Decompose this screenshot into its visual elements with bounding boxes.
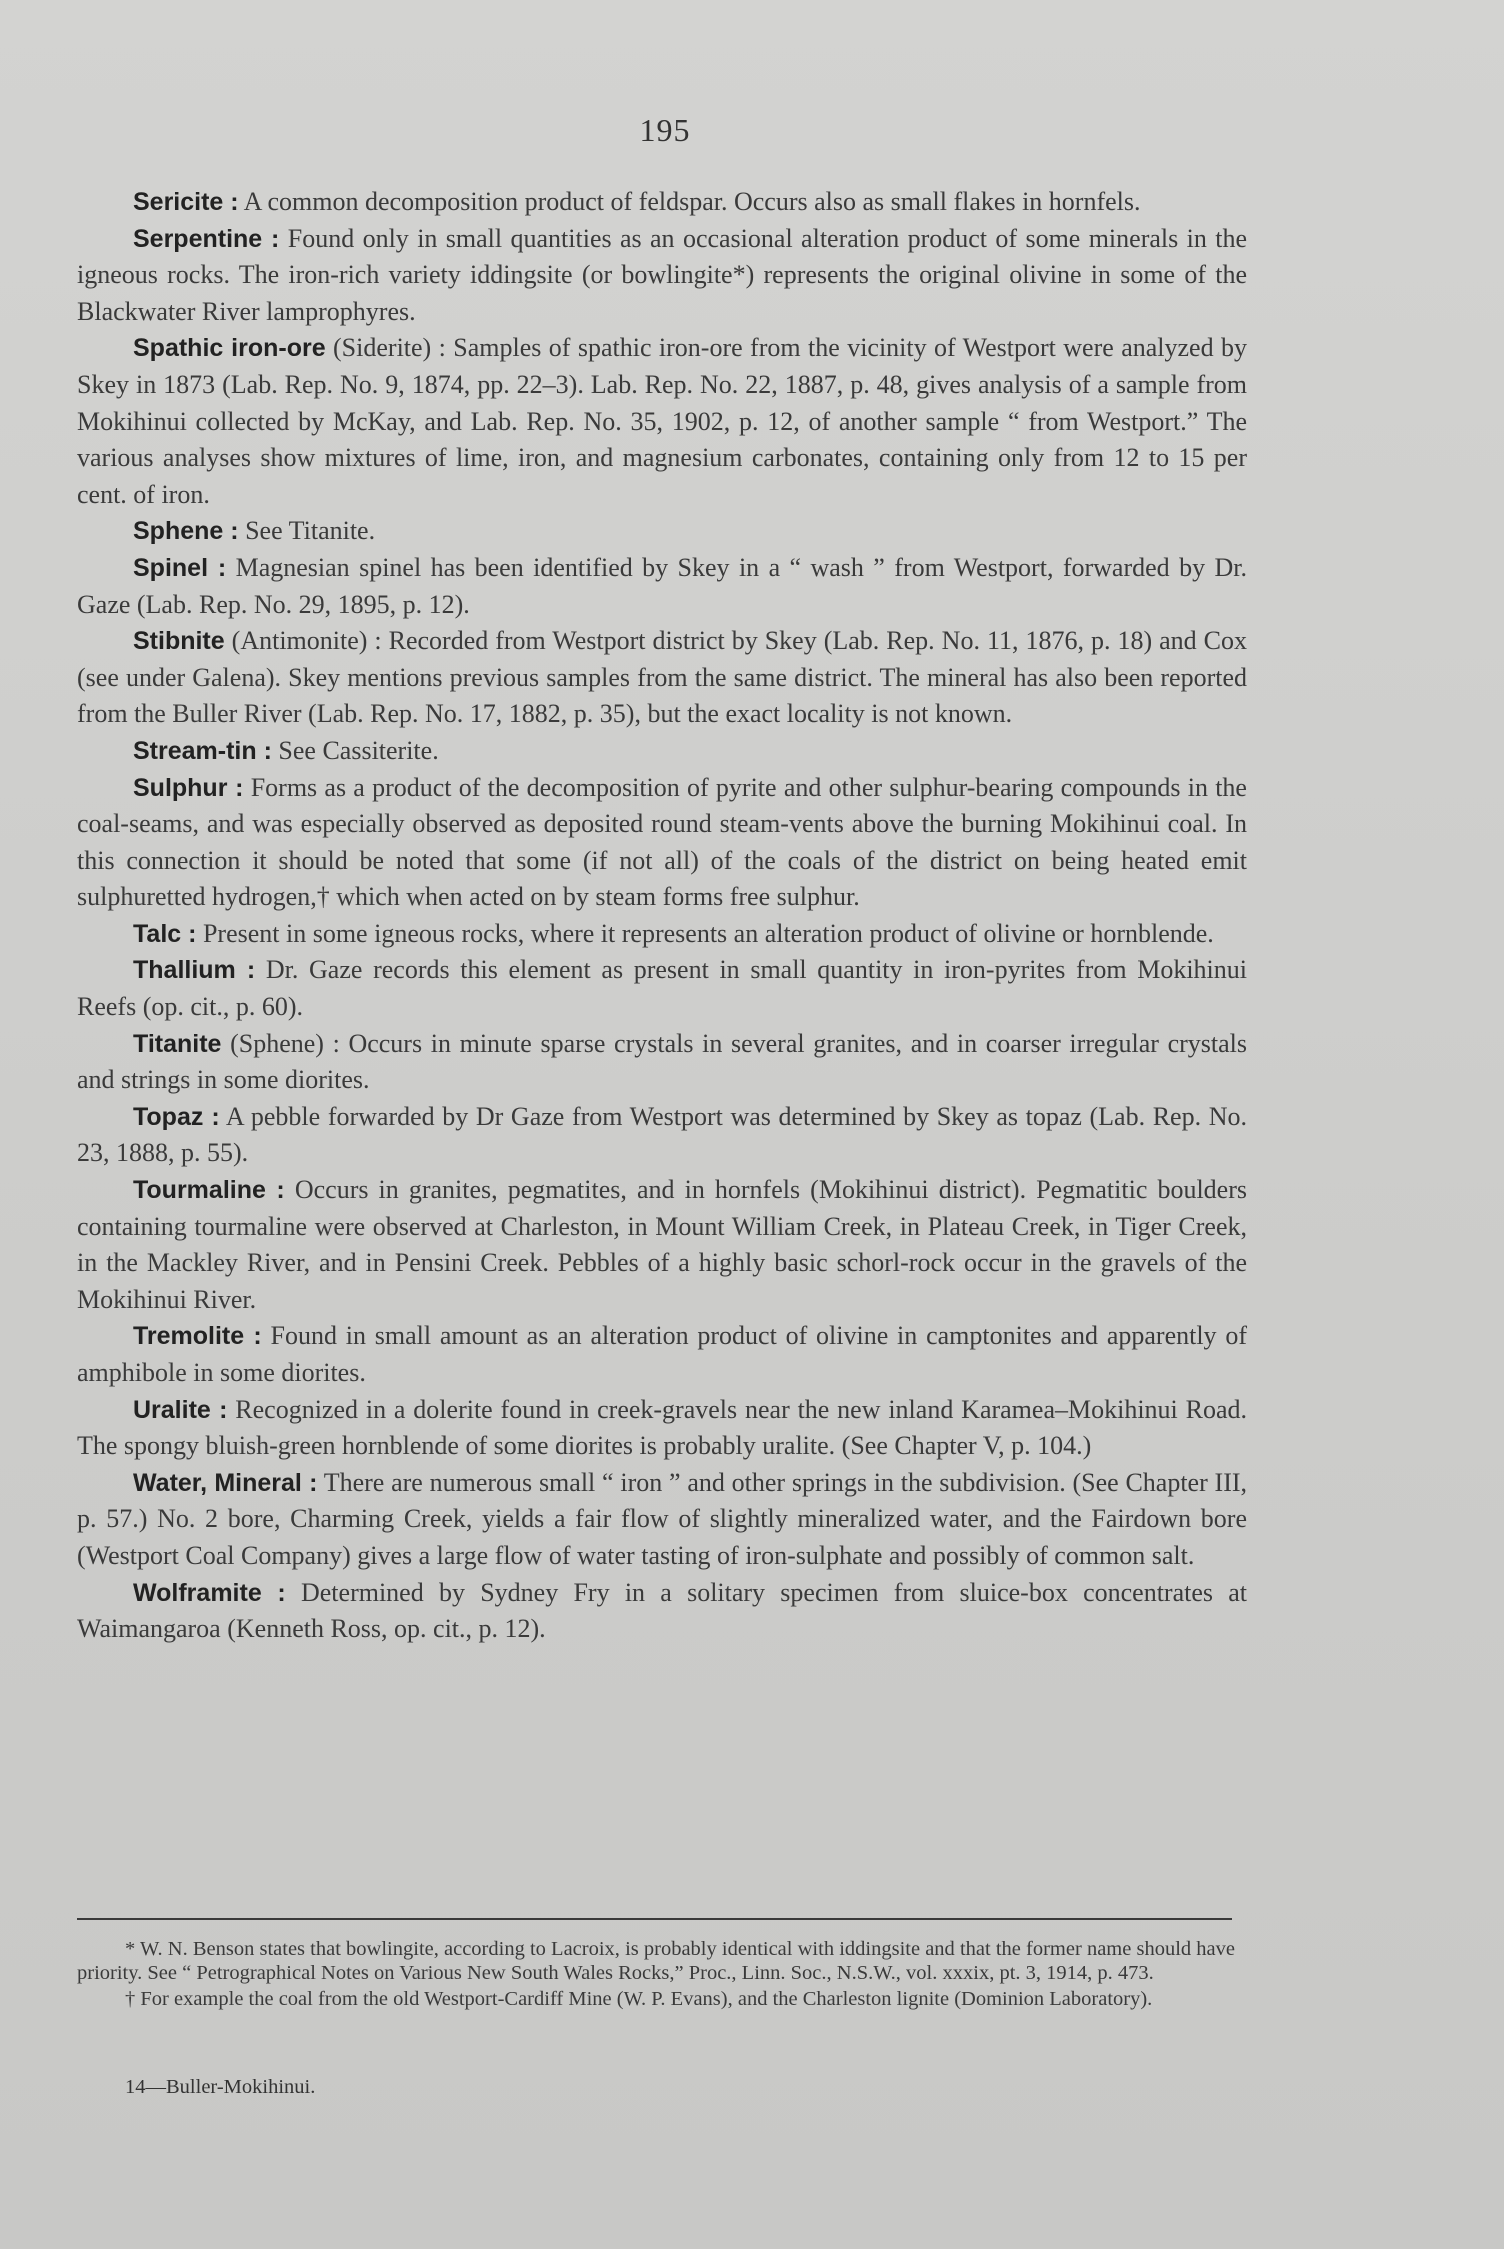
- entry-term: Sulphur :: [133, 773, 244, 802]
- entry-term: Spathic iron-ore: [133, 334, 326, 363]
- entry-term: Water, Mineral :: [133, 1468, 318, 1497]
- entry-stibnite: [77, 623, 1247, 733]
- entry-text: Dr. Gaze records this element as present in small quantity in iron-pyrites from Mokihinui Reefs (op. cit., p. 60).: [77, 955, 1247, 1022]
- entry-spinel: [77, 550, 1247, 623]
- entry-term: Stibnite: [133, 627, 225, 656]
- entry-term: Thallium :: [133, 956, 256, 985]
- entry-text: (Antimonite) : Recorded from Westport district by Skey (Lab. Rep. No. 11, 1876, p. 18) and Cox (see under Galena). Skey mentions previous samples from the same district. The mineral has also been reported from the Buller River (Lab. Rep. No. 17, 1882, p. 35), but the exact locality is not known.: [77, 626, 1247, 729]
- entry-text: (Sphene) : Occurs in minute sparse crystals in several granites, and in coarser irregular crystals and strings in some diorites.: [77, 1028, 1247, 1095]
- entry-thallium: [77, 952, 1247, 1025]
- entry-text: Found in small amount as an alteration product of olivine in camptonites and apparently of amphibole in some diorites.: [77, 1321, 1247, 1387]
- entry-sericite: [77, 184, 1247, 221]
- page-number: 195: [639, 112, 691, 148]
- entry-wolframite: [77, 1575, 1247, 1648]
- entry-text: Found only in small quantities as an occasional alteration product of some minerals in the igneous rocks. The iron-rich variety iddingsite (or bowlingite*) represents the original olivine in some of the Blackwater River lamprophyres.: [77, 223, 1247, 326]
- entry-topaz: [77, 1099, 1247, 1172]
- entry-term: Serpentine :: [133, 224, 280, 253]
- entry-serpentine: [77, 221, 1247, 331]
- entry-text: Magnesian spinel has been identified by Skey in a “ wash ” from Westport, forwarded by Dr. Gaze (Lab. Rep. No. 29, 1895, p. 12).: [77, 552, 1247, 619]
- entry-term: Tourmaline :: [133, 1176, 285, 1205]
- footnote-coal: † For example the coal from the old Westport-Cardiff Mine (W. P. Evans), and the Charleston lignite (Dominion Laboratory).: [125, 1988, 1153, 2010]
- entry-uralite: [77, 1392, 1247, 1465]
- entry-text: (Siderite) : Samples of spathic iron-ore from the vicinity of Westport were analyzed by Skey in 1873 (Lab. Rep. No. 9, 1874, pp. 22–3). Lab. Rep. No. 22, 1887, p. 48, gives analysis of a sample from Mokihinui collected by McKay, and Lab. Rep. No. 35, 1902, p. 12, of another sample “ from Westport.” The various analyses show mixtures of lime, iron, and magnesium carbonates, containing only from 12 to 15 per cent. of iron.: [77, 333, 1248, 509]
- entry-text: Recognized in a dolerite found in creek-gravels near the new inland Karamea–Mokihinui Road. The spongy bluish-green hornblende of some diorites is probably uralite. (See Chapter V, p. 104.): [77, 1394, 1247, 1461]
- entry-term: Stream-tin :: [133, 736, 272, 765]
- entry-text: See Cassiterite.: [271, 735, 439, 765]
- entry-tourmaline: [77, 1172, 1247, 1318]
- entry-text: There are numerous small “ iron ” and other springs in the subdivision. (See Chapter III, p. 57.) No. 2 bore, Charming Creek, yields a fair flow of slightly mineralized water, and the Fairdown bore (Westport Coal Company) gives a large flow of water tasting of iron-sulphate and possibly of common salt.: [77, 1467, 1248, 1570]
- entry-text: Present in some igneous rocks, where it represents an alteration product of olivine or hornblende.: [196, 918, 1214, 948]
- entry-text: See Titanite.: [238, 516, 376, 546]
- entry-tremolite: [77, 1318, 1247, 1391]
- entry-term: Titanite: [133, 1029, 222, 1058]
- footnotes: [77, 1937, 1235, 2013]
- footnote-divider: [77, 1918, 1232, 1920]
- entry-text: Forms as a product of the decomposition of pyrite and other sulphur-bearing compounds in the coal-seams, and was especially observed as deposited round steam-vents above the burning Mokihinui coal. In this connection it should be noted that some (if not all) of the coals of the district on being heated emit sulphuretted hydrogen,† which when acted on by steam forms free sulphur.: [77, 772, 1247, 912]
- entry-sulphur: [77, 770, 1247, 916]
- entry-text: Determined by Sydney Fry in a solitary specimen from sluice-box concentrates at Waimangaroa (Kenneth Ross, op. cit., p. 12).: [77, 1577, 1248, 1644]
- entry-term: Talc :: [133, 919, 197, 948]
- entry-spathic-iron-ore: [77, 330, 1247, 513]
- entry-stream-tin: [77, 733, 1247, 770]
- entry-water-mineral: [77, 1465, 1247, 1575]
- entry-talc: [77, 916, 1247, 953]
- entry-term: Spinel :: [133, 553, 227, 582]
- entry-text: A common decomposition product of feldspar. Occurs also as small flakes in hornfels.: [238, 187, 1141, 216]
- entry-term: Sericite :: [133, 188, 239, 216]
- entry-term: Uralite :: [133, 1395, 228, 1424]
- entry-sphene: [77, 513, 1247, 550]
- entry-term: Wolframite :: [133, 1578, 286, 1607]
- mineral-list: [77, 184, 1247, 1648]
- entry-text: Occurs in granites, pegmatites, and in hornfels (Mokihinui district). Pegmatitic boulders containing tourmaline were observed at Charleston, in Mount William Creek, in Plateau Creek, in Tiger Creek, in the Mackley River, and in Pensini Creek. Pebbles of a highly basic schorl-rock occur in the gravels of the Mokihinui River.: [77, 1175, 1247, 1314]
- entry-term: Sphene :: [133, 517, 239, 546]
- entry-titanite: [77, 1026, 1247, 1099]
- footnote-bowlingite: * W. N. Benson states that bowlingite, according to Lacroix, is probably identical with iddingsite and that the former name should have priority. See “ Petrographical Notes on Various New South Wales Rocks,” Proc., Linn. Soc., N.S.W., vol. xxxix, pt. 3, 1914, p. 473.: [77, 1938, 1235, 1984]
- entry-text: A pebble forwarded by Dr Gaze from Westport was determined by Skey as topaz (Lab. Rep. No. 23, 1888, p. 55).: [77, 1101, 1247, 1168]
- entry-term: Tremolite :: [133, 1322, 262, 1351]
- signature-mark: 14—Buller-Mokihinui.: [125, 2076, 316, 2098]
- entry-term: Topaz :: [133, 1102, 220, 1131]
